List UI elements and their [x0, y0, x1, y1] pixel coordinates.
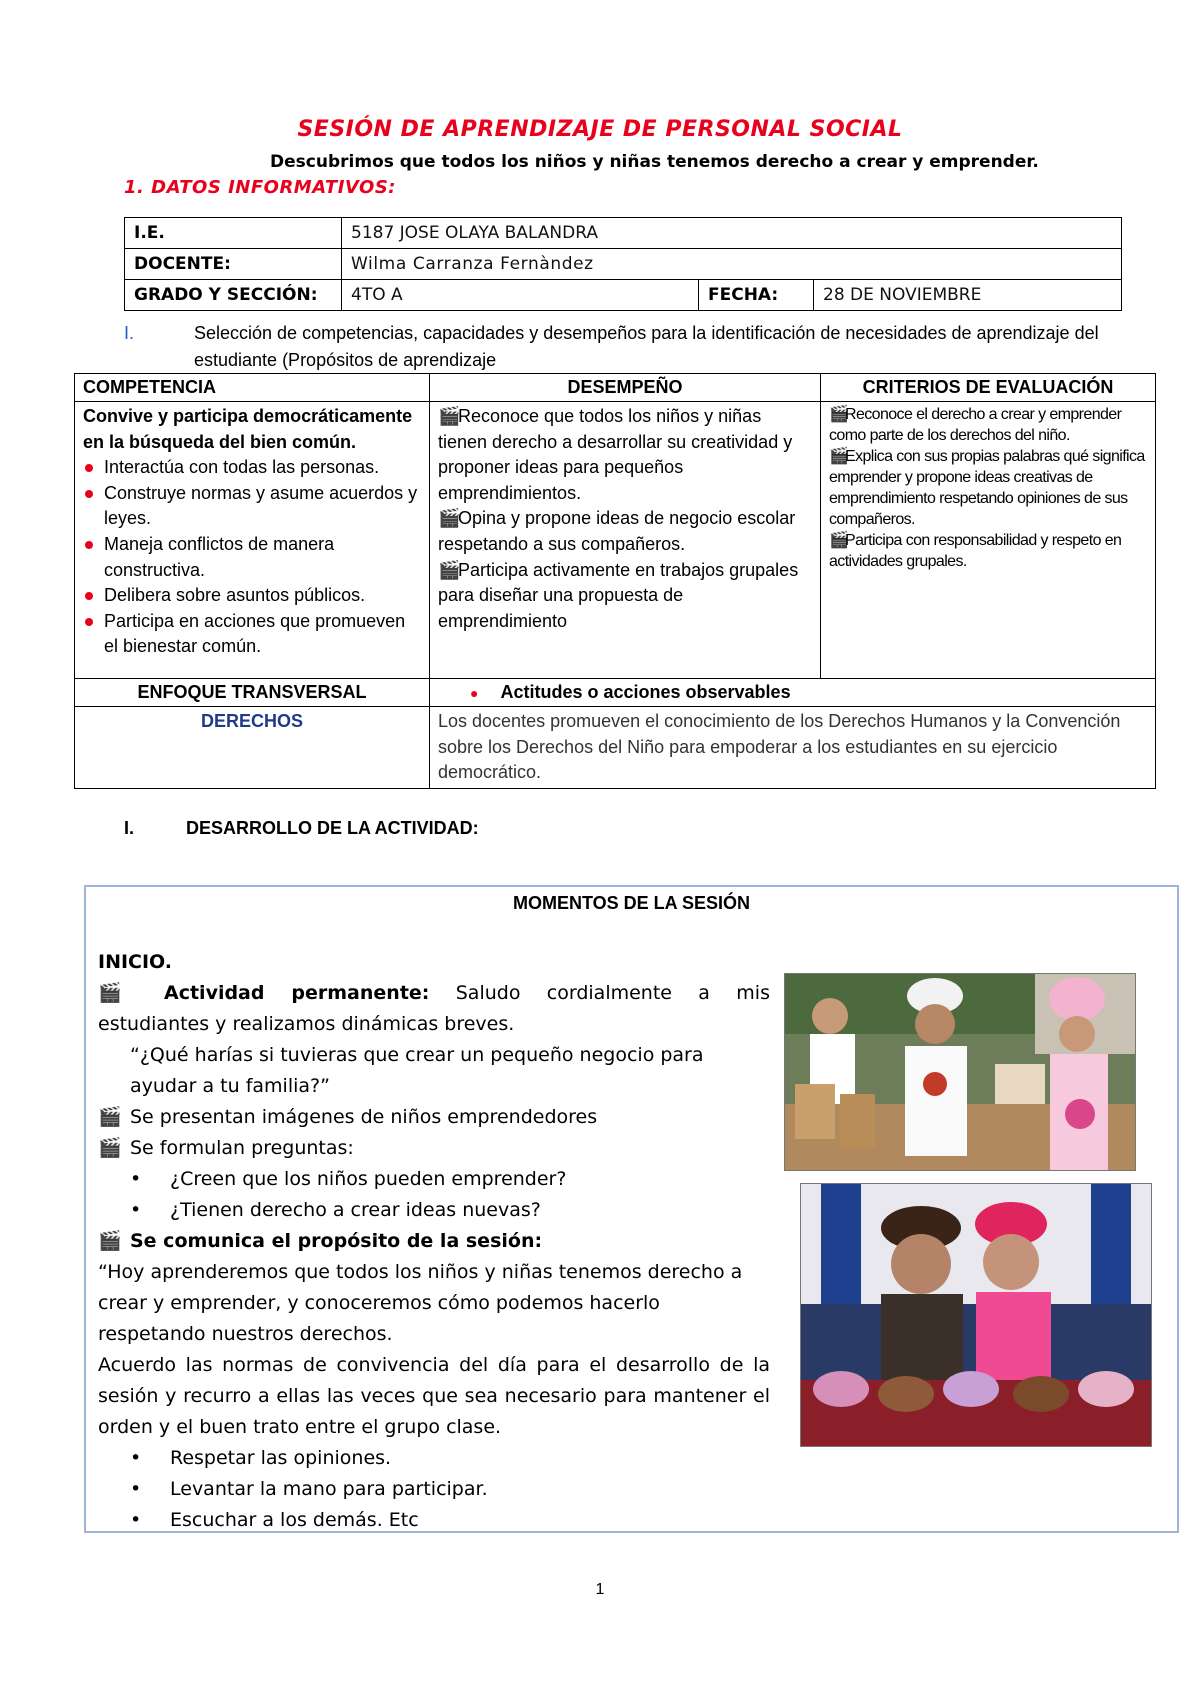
header-competencia: COMPETENCIA — [75, 374, 430, 402]
header-criterios: CRITERIOS DE EVALUACIÓN — [821, 374, 1156, 402]
criterio-item: Explica con sus propias palabras qué significa emprender y propone ideas creativas de emprendimiento respetando opiniones de sus compañeros. — [829, 448, 1145, 528]
document-title: SESIÓN DE APRENDIZAJE DE PERSONAL SOCIAL — [297, 117, 903, 142]
actividad-label: Actividad permanente: — [164, 982, 430, 1004]
item-preguntas: Se formulan preguntas: — [130, 1137, 354, 1159]
clapperboard-icon: 🎬 — [98, 1137, 122, 1159]
desempeno-cell — [430, 402, 821, 679]
desempeno-item: Participa activamente en trabajos grupales para diseñar una propuesta de emprendimiento — [438, 559, 799, 631]
red-dot-icon: ● — [470, 685, 479, 701]
norma-item: Respetar las opiniones. — [170, 1447, 392, 1469]
competencia-cell — [75, 402, 430, 679]
info-table — [124, 217, 1122, 311]
bullet-icon: • — [130, 1478, 142, 1500]
criterio-item: Participa con responsabilidad y respeto en actividades grupales. — [829, 532, 1122, 570]
pregunta-item: ¿Creen que los niños pueden emprender? — [170, 1168, 567, 1190]
desempeno-item: Reconoce que todos los niños y niñas tienen derecho a desarrollar su creatividad y proponer ideas para pequeños emprendimientos. — [438, 406, 793, 503]
item-imagenes: Se presentan imágenes de niños emprendedores — [130, 1106, 598, 1128]
pregunta-item: ¿Tienen derecho a crear ideas nuevas? — [170, 1199, 541, 1221]
section-desarrollo-text: DESARROLLO DE LA ACTIVIDAD: — [186, 818, 479, 838]
page-number: 1 — [595, 1581, 605, 1598]
photo-children-entrepreneurs-illustration — [785, 974, 1135, 1170]
acuerdo-text: Acuerdo las normas de convivencia del día para el desarrollo de la sesión y recurro a ellas las veces que sea necesario para mantener el orden y el buen trato entre el grupo clase. — [98, 1354, 770, 1438]
competencias-table — [74, 373, 1156, 789]
capacidad-item: Participa en acciones que promueven el bienestar común. — [83, 609, 421, 660]
section-datos-informativos: 1. DATOS INFORMATIVOS: — [124, 177, 396, 198]
momentos-title: MOMENTOS DE LA SESIÓN — [512, 893, 751, 913]
momentos-body — [98, 947, 770, 1536]
fecha-value: 28 DE NOVIEMBRE — [814, 280, 1122, 311]
criterio-item: Reconoce el derecho a crear y emprender como parte de los derechos del niño. — [829, 406, 1122, 444]
photo-children-cookies — [800, 1183, 1152, 1447]
desempeno-item: Opina y propone ideas de negocio escolar respetando a sus compañeros. — [438, 508, 796, 554]
header-enfoque: ENFOQUE TRANSVERSAL — [75, 679, 430, 707]
section-desarrollo — [124, 818, 479, 839]
actitudes-header-text: Actitudes o acciones observables — [500, 682, 791, 702]
clapperboard-icon: 🎬 — [98, 982, 122, 1004]
docente-label: DOCENTE: — [125, 249, 342, 280]
clapperboard-icon: 🎬 — [829, 406, 849, 423]
proposito-text: “Hoy aprenderemos que todos los niños y niñas tenemos derecho a crear y emprender, y conoceremos cómo podemos hacerlo respetando nuestros derechos. — [98, 1261, 743, 1345]
photo-children-cookies-illustration — [801, 1184, 1151, 1446]
capacidad-item: Delibera sobre asuntos públicos. — [83, 583, 421, 609]
actividad-text: Saludo cordialmente a mis estudiantes y realizamos dinámicas breves. — [98, 982, 770, 1035]
norma-item: Levantar la mano para participar. — [170, 1478, 488, 1500]
bullet-icon: • — [130, 1199, 142, 1221]
capacidad-item: Maneja conflictos de manera constructiva. — [83, 532, 421, 583]
norma-item: Escuchar a los demás. Etc — [170, 1509, 419, 1531]
bullet-icon: • — [130, 1509, 142, 1531]
enfoque-value: DERECHOS — [75, 707, 430, 789]
clapperboard-icon: 🎬 — [829, 532, 849, 549]
clapperboard-icon: 🎬 — [438, 406, 461, 426]
fecha-label: FECHA: — [699, 280, 814, 311]
clapperboard-icon: 🎬 — [98, 1230, 122, 1252]
ie-label: I.E. — [125, 218, 342, 249]
grado-label: GRADO Y SECCIÓN: — [125, 280, 342, 311]
criterios-cell — [821, 402, 1156, 679]
question-line: “¿Qué harías si tuvieras que crear un pequeño negocio para ayudar a tu familia?” — [130, 1044, 704, 1097]
capacidad-item: Construye normas y asume acuerdos y leyes. — [83, 481, 421, 532]
bullet-icon: • — [130, 1447, 142, 1469]
clapperboard-icon: 🎬 — [438, 559, 461, 580]
clapperboard-icon: 🎬 — [98, 1106, 122, 1128]
competencia-title: Convive y participa democráticamente en la búsqueda del bien común. — [83, 406, 413, 452]
docente-value: Wilma Carranza Fernàndez — [342, 249, 1122, 280]
bullet-icon: • — [130, 1168, 142, 1190]
capacidad-item: Interactúa con todas las personas. — [83, 455, 421, 481]
inicio-heading: INICIO. — [98, 951, 173, 973]
section-seleccion-text: Selección de competencias, capacidades y desempeños para la identificación de necesidades de aprendizaje del estudiante (Propósitos de aprendizaje — [194, 323, 1099, 370]
clapperboard-icon: 🎬 — [829, 448, 849, 465]
header-desempeno: DESEMPEÑO — [430, 374, 821, 402]
section-numeral: I. — [124, 323, 135, 343]
ie-value: 5187 JOSE OLAYA BALANDRA — [342, 218, 1122, 249]
actitudes-text: Los docentes promueven el conocimiento de los Derechos Humanos y la Convención sobre los Derechos del Niño para empoderar a los estudiantes en su ejercicio democrático. — [430, 707, 1156, 789]
header-actitudes — [430, 679, 1156, 707]
section-desarrollo-numeral: I. — [124, 818, 135, 838]
session-subtitle: Descubrimos que todos los niños y niñas tenemos derecho a crear y emprender. — [270, 152, 1039, 172]
photo-children-entrepreneurs — [784, 973, 1136, 1171]
proposito-label: Se comunica el propósito de la sesión: — [130, 1230, 543, 1252]
momentos-frame — [84, 885, 1179, 1533]
clapperboard-icon: 🎬 — [438, 508, 461, 529]
grado-value: 4TO A — [342, 280, 699, 311]
